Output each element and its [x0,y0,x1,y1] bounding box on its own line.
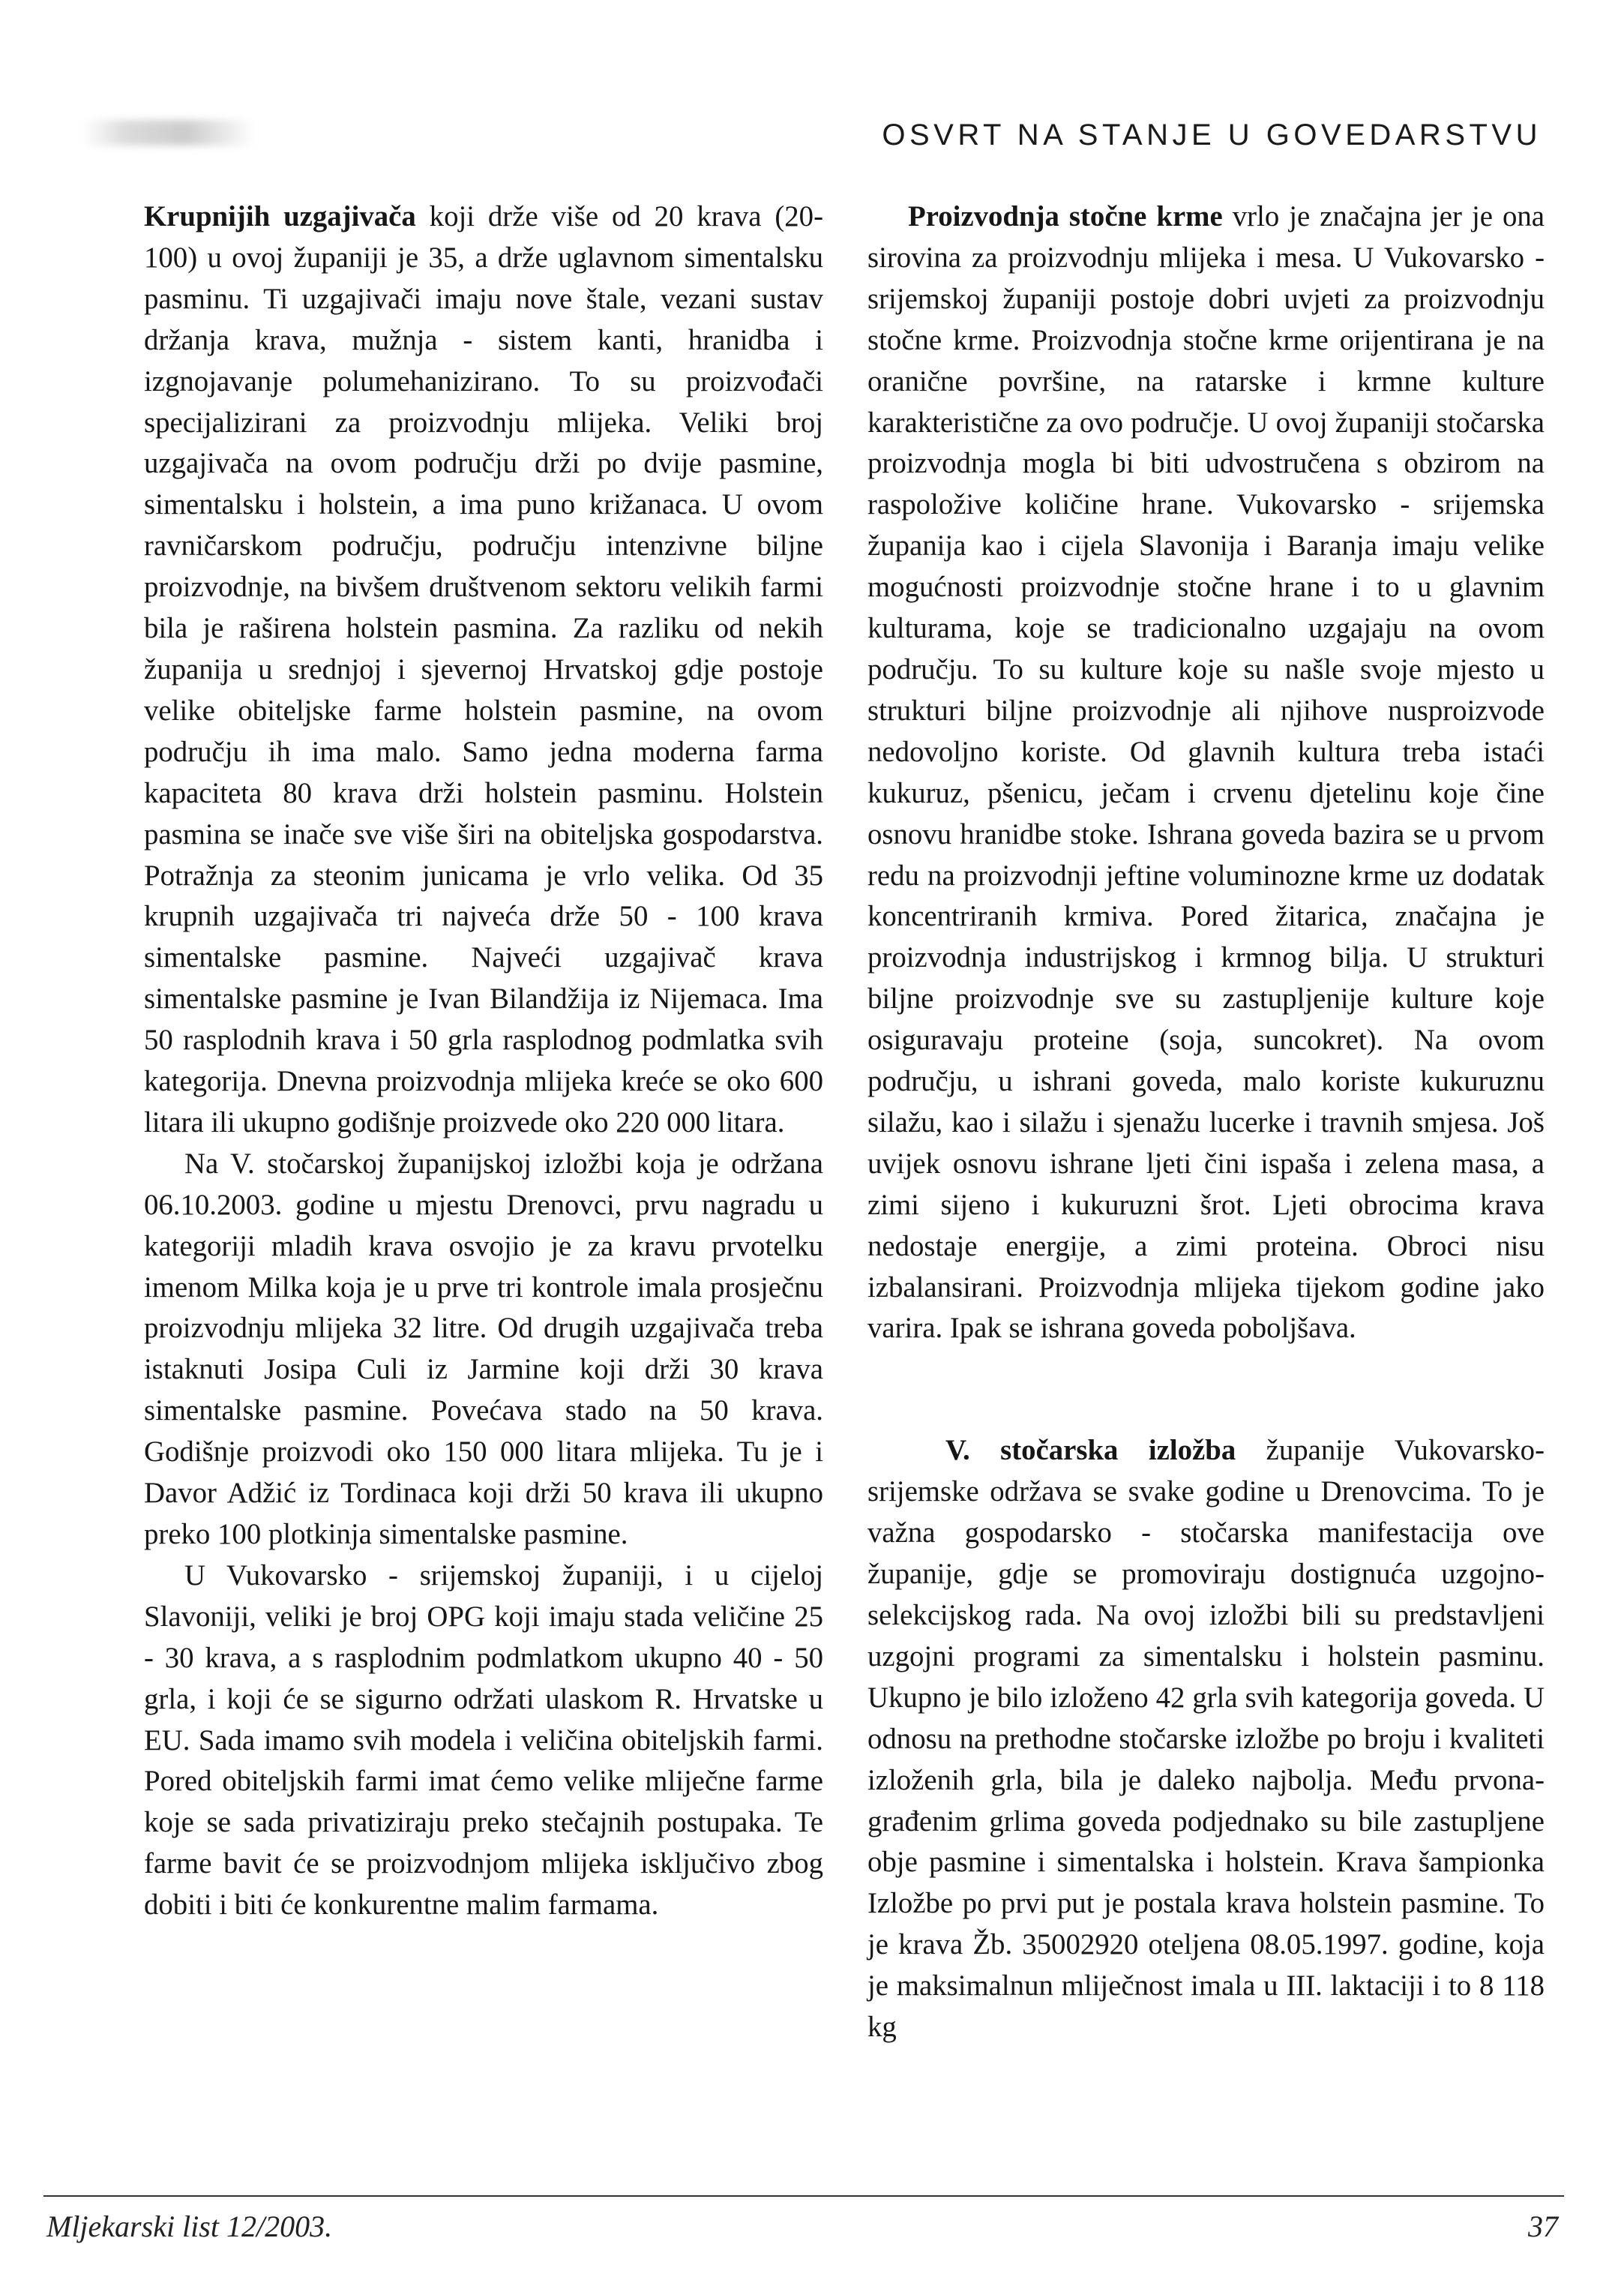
right-column [867,196,1545,2048]
paragraph-text: županije Vukovarsko-srijemske održava se svake godine u Drenovcima. To je važna gospodarsko - stočarska manifestacija ove županije, gdje se promoviraju dostignuća uzgojno-selekcijskog rada. Na ovoj izložbi bili su predstavljeni uzgojni programi za simentalsku i holstein pasminu. Ukupno je bilo izloženo 42 grla svih kategorija goveda. U odnosu na prethodne stočarske izložbe po broju i kvaliteti izloženih grla, bila je daleko najbolja. Među prvonagrađenim grlima goveda podjednako su bile zastupljene obje pasmine i simentalska i holstein. Krava šampionka Izložbe po prvi put je postala krava holstein pasmine. To je krava Žb. 35002920 oteljena 08.05.1997. godine, koja je maksimalnun mliječnost imala u III. laktaciji i to 8 118 kg [867,1434,1545,2044]
paragraph-large-breeders [144,196,823,1144]
left-column [144,196,823,1926]
paragraph-feed-production [867,196,1545,1349]
paragraph-exhibition-winners: Na V. stočarskoj županijskoj izložbi koja je održana 06.10.2003. godine u mjestu Drenovci, prvu nagradu u kategoriji mladih krava osvojio je za kravu prvotelku imenom Milka koja je u prve tri kontrole imala prosječnu proizvodnju mlijeka 32 litre. Od drugih uzgajivača treba istaknuti Josipa Culi iz Jarmine koji drži 30 krava simentalske pasmine. Povećava stado na 50 krava. Godišnje proizvodi oko 150 000 litara mlijeka. Tu je i Davor Adžić iz Tordinaca koji drži 50 krava ili ukupno preko 100 plotkinja simentalske pasmine. [144,1147,823,1550]
footer-rule [43,2195,1564,2197]
lead-in-bold: V. stočarska izložba [945,1434,1236,1467]
journal-issue: Mljekarski list 12/2003. [46,2210,333,2243]
page-number: 37 [1528,2210,1558,2243]
scan-smudge [82,120,255,146]
lead-in-bold: Proizvodnja stočne krme [908,200,1223,232]
lead-in-bold: Krupnijih uzgajivača [144,200,416,232]
paragraph-text: koji drže više od 20 krava (20-100) u ovoj županiji je 35, a drže uglavnom simentalsku pasminu. Ti uzgajivači imaju nove štale, vezani sustav držanja krava, mužnja - sistem kanti, hranidba i izgnojavanje polumehanizirano. To su proizvođači specijalizirani za proizvodnju mlijeka. Veliki broj uzgajivača na ovom području drži po dvije pasmine, simentalsku i holstein, a ima puno križanaca. U ovom ravničarskom području, području intenzivne biljne proizvodnje, na bivšem društvenom sektoru velikih farmi bila je raširena holstein pasmina. Za razliku od nekih županija u srednjoj i sjevernoj Hrvatskoj gdje postoje velike obiteljske farme holstein pasmine, na ovom području ih ima malo. Samo jedna moderna farma kapaciteta 80 krava drži holstein pasminu. Holstein pasmina se inače sve više širi na obiteljska gospodarstva. Potražnja za steonim junicama je vrlo velika. Od 35 krupnih uzgajivača tri najveća drže 50 - 100 krava simentalske pasmine. Najveći uzgajivač krava simentalske pasmine je Ivan Bilandžija iz Nijemaca. Ima 50 rasplodnih krava i 50 grla rasplodnog podmlatka svih kategorija. Dnevna proizvodnja mlijeka kreće se oko 600 litara ili ukupno godišnje proizvede oko 220 000 litara. [144,200,823,1138]
paragraph-family-farms: U Vukovarsko - srijemskoj županiji, i u cijeloj Slavoniji, veliki je broj OPG koji imaju stada veličine 25 - 30 krava, a s rasplodnim podmlatkom ukupno 40 - 50 grla, i koji će se sigurno održati ulaskom R. Hrvatske u EU. Sada imamo svih modela i veličina obiteljskih farmi. Pored obiteljskih farmi imat ćemo velike mliječne farme koje se sada privatiziraju preko stečajnih postupaka. Te farme bavit će se proizvodnjom mlijeka isključivo zbog dobiti i biti će konkurentne malim farmama. [144,1558,823,1922]
paragraph-gap [867,1349,1545,1430]
paragraph-text: vrlo je značajna jer je ona sirovina za proizvodnju mlijeka i mesa. U Vukovarsko - srijemskoj županiji postoje dobri uvjeti za proizvodnju stočne krme. Proizvodnja stočne krme orijentirana je na oranične površine, na ratarske i krmne kulture karakteristične za ovo područje. U ovoj županiji stočarska proizvodnja mogla bi biti udvostručena s obzirom na raspoložive količine hrane. Vukovarsko - srijemska županija kao i cijela Slavonija i Baranja imaju velike mogućnosti proizvodnje stočne hrane i to u glavnim kulturama, koje se tradicionalno uzgajaju na ovom području. To su kulture koje su našle svoje mjesto u strukturi biljne proizvodnje ali njihove nusproizvode nedovoljno koriste. Od glavnih kultura treba istaći kukuruz, pšenicu, ječam i crvenu djetelinu koje čine osnovu hranidbe stoke. Ishrana goveda bazira se u prvom redu na proizvodnji jeftine voluminozne krme uz dodatak koncentriranih krmiva. Pored žitarica, značajna je proizvodnja industrijskog i krmnog bilja. U strukturi biljne proizvodnje sve su zastupljenije kulture koje osiguravaju proteine (soja, suncokret). Na ovom području, u ishrani goveda, malo koriste kukuruznu silažu, kao i silažu i sjenažu lucerke i travnih smjesa. Još uvijek osnovu ishrane ljeti čini ispaša i zelena masa, a zimi sijeno i kukuruzni šrot. Ljeti obrocima krava nedostaje energije, a zimi proteina. Obroci nisu izbalansirani. Proizvodnja mlijeka tijekom godine jako varira. Ipak se ishrana goveda poboljšava. [867,200,1545,1345]
running-title: OSVRT NA STANJE U GOVEDARSTVU [882,118,1542,152]
paragraph-livestock-exhibition [867,1430,1545,2048]
